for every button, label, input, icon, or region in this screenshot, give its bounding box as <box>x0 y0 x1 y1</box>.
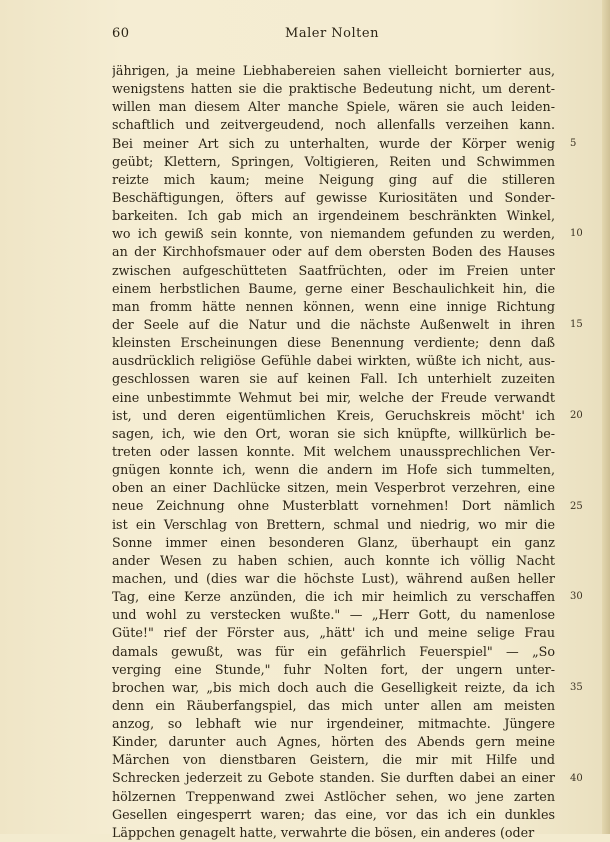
text-line: willen man diesem Alter manche Spiele, wären sie auch leiden- <box>112 99 555 115</box>
text-line: und wohl zu verstecken wußte." — „Herr Gott, du namenlose <box>112 607 555 623</box>
margin-line-number: 5 <box>570 137 577 149</box>
text-line: damals gewußt, was für ein gefährlich Feuerspiel" — „So <box>112 643 555 659</box>
margin-line-number: 25 <box>570 500 583 512</box>
page-number: 60 <box>112 26 130 41</box>
text-line: wenigstens hatten sie die praktische Bedeutung nicht, um derent- <box>112 81 555 97</box>
page-edge <box>602 0 610 834</box>
text-line: reizte mich kaum; meine Neigung ging auf die stilleren <box>112 171 555 187</box>
text-line: Beschäftigungen, öfters auf gewisse Kuriositäten und Sonder- <box>112 189 555 205</box>
margin-line-number: 30 <box>570 591 583 603</box>
text-line: denn ein Räuberfangspiel, das mich unter allen am meisten <box>112 697 555 713</box>
margin-line-number: 10 <box>570 228 583 240</box>
text-line: der Seele auf die Natur und die nächste Außenwelt in ihren <box>112 316 555 332</box>
text-line: oben an einer Dachlücke sitzen, mein Vesperbrot verzehren, eine <box>112 480 555 496</box>
text-line: anzog, so lebhaft wie nur irgendeiner, mitmachte. Jüngere <box>112 716 555 732</box>
text-line: geschlossen waren sie auf keinen Fall. Ich unterhielt zuzeiten <box>112 371 555 387</box>
text-line: ausdrücklich religiöse Gefühle dabei wirkten, wüßte ich nicht, aus- <box>112 353 555 369</box>
text-line: hölzernen Treppenwand zwei Astlöcher sehen, wo jene zarten <box>112 788 555 804</box>
text-line: wo ich gewiß sein konnte, von niemandem gefunden zu werden, <box>112 226 555 242</box>
text-line: Tag, eine Kerze anzünden, die ich mir heimlich zu verschaffen <box>112 589 555 605</box>
text-line: verging eine Stunde," fuhr Nolten fort, der ungern unter- <box>112 661 555 677</box>
text-line: Märchen von dienstbaren Geistern, die mir mit Hilfe und <box>112 752 555 768</box>
text-line: einem herbstlichen Baume, gerne einer Beschaulichkeit hin, die <box>112 280 555 296</box>
margin-line-number: 40 <box>570 772 583 784</box>
text-line: barkeiten. Ich gab mich an irgendeinem beschränkten Winkel, <box>112 208 555 224</box>
text-line: Kinder, darunter auch Agnes, hörten des Abends gern meine <box>112 734 555 750</box>
text-line: Güte!" rief der Förster aus, „hätt' ich und meine selige Frau <box>112 625 555 641</box>
margin-line-number: 20 <box>570 409 583 421</box>
text-line: Bei meiner Art sich zu unterhalten, wurde der Körper wenig <box>112 135 555 151</box>
text-line: jährigen, ja meine Liebhabereien sahen vielleicht bornierter aus, <box>112 63 555 78</box>
text-line: Sonne immer einen besonderen Glanz, überhaupt ein ganz <box>112 534 555 550</box>
text-line: Gesellen eingesperrt waren; das eine, vor das ich ein dunkles <box>112 806 555 822</box>
text-line: treten oder lassen konnte. Mit welchem unaussprechlichen Ver- <box>112 443 555 459</box>
text-line: gnügen konnte ich, wenn die andern im Hofe sich tummelten, <box>112 462 555 478</box>
text-line: eine unbestimmte Wehmut bei mir, welche der Freude verwandt <box>112 389 555 405</box>
text-line: zwischen aufgeschütteten Saatfrüchten, oder im Freien unter <box>112 262 555 278</box>
text-line: Schrecken jederzeit zu Gebote standen. Sie durften dabei an einer <box>112 770 555 786</box>
text-line: ist, und deren eigentümlichen Kreis, Geruchskreis möcht' ich <box>112 407 555 423</box>
text-line: man fromm hätte nennen können, wenn eine innige Richtung <box>112 298 555 314</box>
page-header <box>112 26 552 50</box>
text-line: ander Wesen zu haben schien, auch konnte ich völlig Nacht <box>112 552 555 568</box>
text-line: schaftlich und zeitvergeudend, noch allenfalls verzeihen kann. <box>112 117 555 133</box>
text-line: kleinsten Erscheinungen diese Benennung verdiente; denn daß <box>112 335 555 351</box>
body-text <box>112 62 555 842</box>
text-line: an der Kirchhofsmauer oder auf dem obersten Boden des Hauses <box>112 244 555 260</box>
text-line: geübt; Klettern, Springen, Voltigieren, Reiten und Schwimmen <box>112 153 555 169</box>
margin-line-number: 15 <box>570 319 583 331</box>
running-title: Maler Nolten <box>285 26 379 41</box>
margin-line-number: 35 <box>570 682 583 694</box>
text-line: ist ein Verschlag von Brettern, schmal und niedrig, wo mir die <box>112 516 555 532</box>
text-line: sagen, ich, wie den Ort, woran sie sich knüpfte, willkürlich be- <box>112 425 555 441</box>
text-line: brochen war, „bis mich doch auch die Geselligkeit reizte, da ich <box>112 679 555 695</box>
text-line: neue Zeichnung ohne Musterblatt vornehmen! Dort nämlich <box>112 498 555 514</box>
text-line: machen, und (dies war die höchste Lust), während außen heller <box>112 570 555 586</box>
text-line: Läppchen genagelt hatte, verwahrte die bösen, ein anderes (oder <box>112 824 535 840</box>
